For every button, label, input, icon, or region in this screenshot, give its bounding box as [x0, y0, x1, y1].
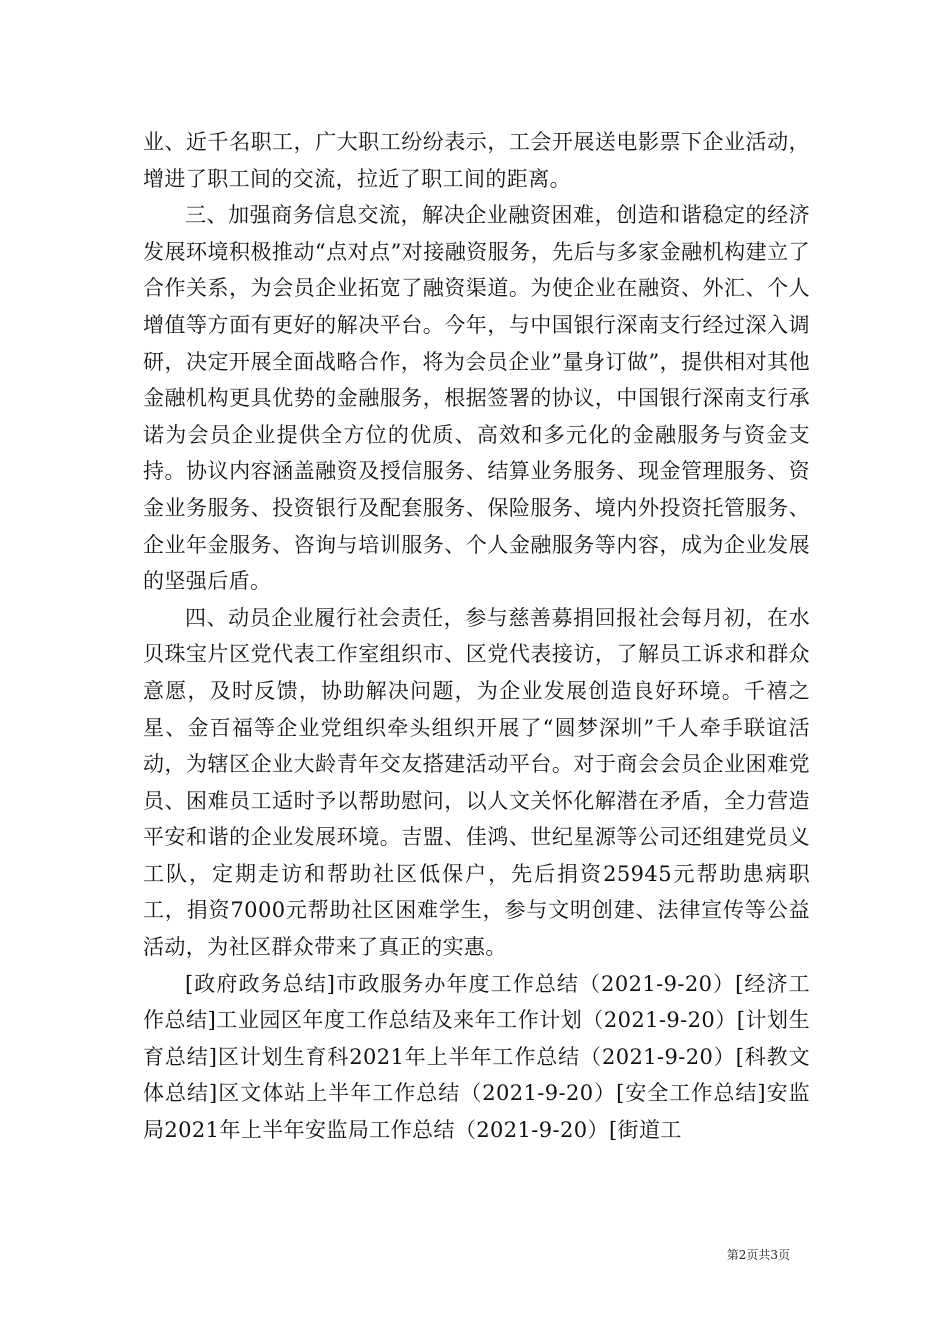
paragraph-continuation: 业、近千名职工，广大职工纷纷表示，工会开展送电影票下企业活动，增进了职工间的交流，拉近了职工间的距离。: [143, 130, 810, 191]
document-body: [143, 124, 810, 1149]
paragraph-section-three: 三、加强商务信息交流，解决企业融资困难，创造和谐稳定的经济发展环境积极推动“点对点”对接融资服务，先后与多家金融机构建立了合作关系，为会员企业拓宽了融资渠道。为使企业在融资、外汇、个人增值等方面有更好的解决平台。今年，与中国银行深南支行经过深入调研，决定开展全面战略合作，将为会员企业”量身订做”，提供相对其他金融机构更具优势的金融服务，根据签署的协议，中国银行深南支行承诺为会员企业提供全方位的优质、高效和多元化的金融服务与资金支持。协议内容涵盖融资及授信服务、结算业务服务、现金管理服务、资金业务服务、投资银行及配套服务、保险服务、境内外投资托管服务、企业年金服务、咨询与培训服务、个人金融服务等内容，成为企业发展的坚强后盾。: [143, 203, 810, 594]
paragraph-section-four: 四、动员企业履行社会责任，参与慈善募捐回报社会每月初，在水贝珠宝片区党代表工作室组织市、区党代表接访，了解员工诉求和群众意愿，及时反馈，协助解决问题，为企业发展创造良好环境。千禧之星、金百福等企业党组织牵头组织开展了“圆梦深圳”千人牵手联谊活动，为辖区企业大龄青年交友搭建活动平台。对于商会会员企业困难党员、困难员工适时予以帮助慰问，以人文关怀化解潜在矛盾，全力营造平安和谐的企业发展环境。吉盟、佳鸿、世纪星源等公司还组建党员义工队，定期走访和帮助社区低保户，先后捐资25945元帮助患病职工，捐资7000元帮助社区困难学生，参与文明创建、法律宣传等公益活动，为社区群众带来了真正的实惠。: [143, 605, 810, 960]
paragraph-related-links: [政府政务总结]市政服务办年度工作总结（2021-9-20）[经济工作总结]工业园区年度工作总结及来年工作计划（2021-9-20）[计划生育总结]区计划生育科2021年上半年工作总结（2021-9-20）[科教文体总结]区文体站上半年工作总结（2021-9-20）[安全工作总结]安监局2021年上半年安监局工作总结（2021-9-20）[街道工: [143, 971, 810, 1143]
page-footer: [0, 1247, 950, 1263]
page-number: 第2页共3页: [726, 1248, 790, 1262]
